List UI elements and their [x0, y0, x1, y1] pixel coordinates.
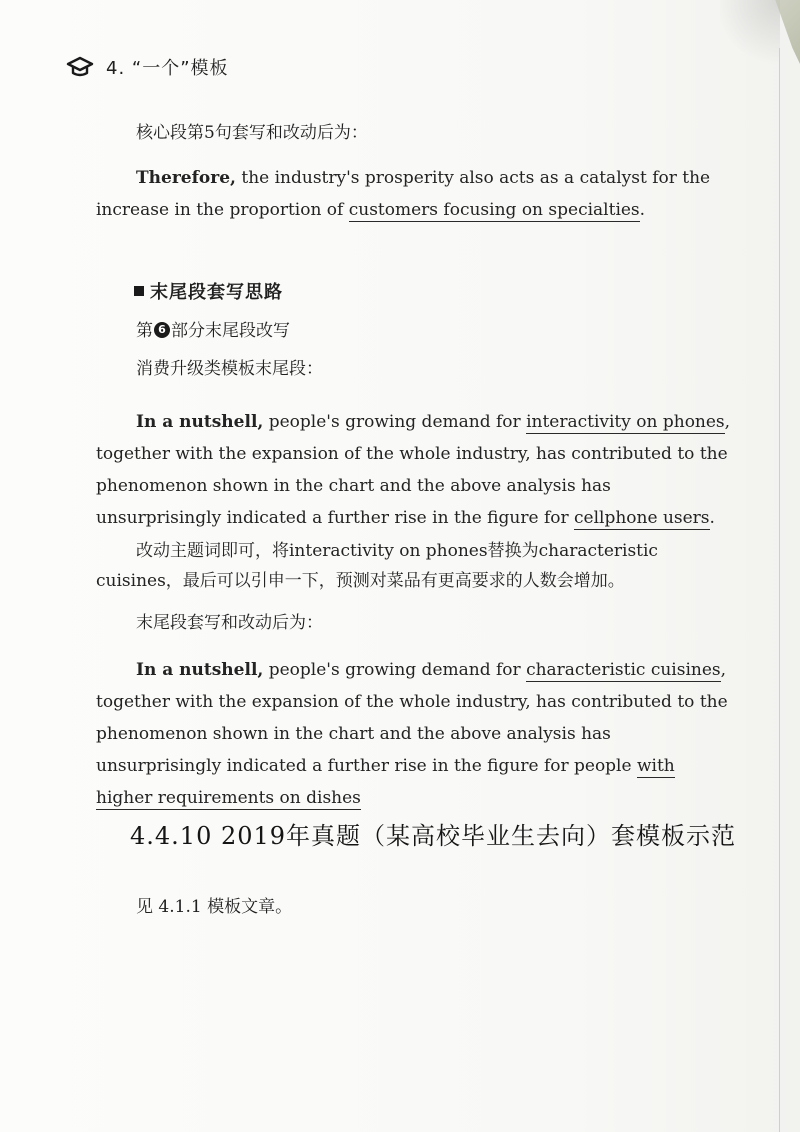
ending-heading	[96, 276, 736, 310]
modified-ending-label: 末尾段套写和改动后为：	[136, 613, 323, 633]
template-ending-paragraph	[96, 406, 736, 534]
modified-underline-2: with higher requirements on dishes	[96, 756, 675, 808]
graduation-cap-icon	[66, 56, 94, 78]
modification-note: 改动主题词即可，将interactivity on phones替换为characteristic cuisines，最后可以引申一下，预测对菜品有更高要求的人数会增加。	[96, 541, 658, 591]
template-text-1: people's growing demand for	[263, 412, 527, 432]
part-suffix: 部分末尾段改写	[171, 321, 290, 341]
part-prefix: 第	[136, 321, 153, 341]
running-header	[66, 54, 229, 80]
square-bullet-icon	[134, 286, 144, 296]
page-edge	[779, 48, 780, 1132]
circled-number-icon: 6	[154, 322, 170, 338]
modified-lead: In a nutshell,	[136, 660, 264, 680]
section-title: 4.4.10 2019年真题（某高校毕业生去向）套模板示范	[130, 822, 737, 850]
modified-underline-1: characteristic cuisines	[526, 660, 721, 680]
see-reference-note: 见 4.1.1 模板文章。	[136, 897, 293, 917]
core-sentence-label: 核心段第5句套写和改动后为：	[136, 123, 368, 143]
modification-note-block	[96, 536, 736, 638]
part-six-line	[96, 316, 736, 346]
template-label: 消费升级类模板末尾段：	[136, 359, 323, 379]
template-text-2: , together with the expansion of the whole industry, has contributed to the phenomenon shown in the chart and the above analysis has unsurprisingly indicated a further rise in the figure for	[96, 412, 731, 528]
modified-text-2: , together with the expansion of the whole industry, has contributed to the phenomenon shown in the chart and the above analysis has unsurprisingly indicated a further rise in the figure for people	[96, 660, 728, 776]
template-underline-1: interactivity on phones	[526, 412, 725, 432]
core-text-end: .	[639, 200, 646, 220]
template-lead: In a nutshell,	[136, 412, 264, 432]
core-lead-word: Therefore,	[136, 168, 236, 188]
page-shadow	[720, 0, 780, 80]
core-paragraph-block	[96, 118, 736, 226]
core-underlined-phrase: customers focusing on specialties	[348, 200, 640, 220]
template-text-3: .	[709, 508, 715, 528]
core-text-mid: the industry's prosperity also acts as a catalyst for the increase in the proportion of	[96, 168, 711, 220]
core-sentence-text	[96, 162, 736, 226]
ending-heading-text: 末尾段套写思路	[150, 282, 283, 303]
template-underline-2: cellphone users	[574, 508, 710, 528]
modified-ending-paragraph	[96, 654, 736, 814]
modified-ending-text	[96, 654, 736, 814]
template-ending-text	[96, 406, 736, 534]
modified-text-1: people's growing demand for	[263, 660, 527, 680]
section-label: 4. “一个”模板	[106, 58, 229, 79]
ending-approach-block	[96, 276, 736, 384]
